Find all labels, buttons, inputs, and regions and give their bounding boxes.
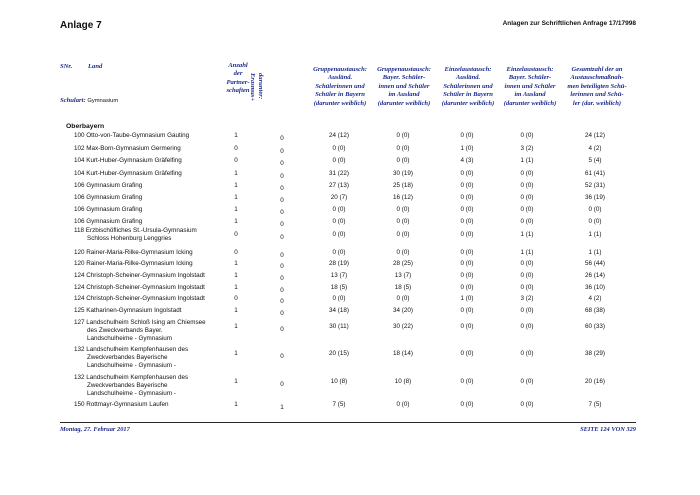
- value-cell-f: 0 (0): [520, 350, 534, 357]
- col-header-einzelaustausch-bayerisch-line: Bayer. Schüler-: [508, 74, 552, 82]
- col-header-gruppenaustausch-auslaendisch: [306, 66, 374, 108]
- value-cell-f: 1 (1): [520, 231, 534, 238]
- value-cell-g: 24 (12): [585, 132, 605, 139]
- value-cell-a: 1: [234, 272, 238, 279]
- page-header-left: Anlage 7: [60, 20, 102, 31]
- value-cell-c: 0 (0): [332, 157, 346, 164]
- value-cell-g: 38 (29): [585, 350, 605, 357]
- value-cell-d: 30 (19): [393, 170, 413, 177]
- footer-divider: [60, 422, 636, 423]
- col-header-darunter-erasmus-line: darunter:: [257, 73, 264, 100]
- school-name-line: 106 Gymnasium Grafing: [74, 194, 143, 201]
- value-cell-c: 0 (0): [332, 206, 346, 213]
- value-cell-c: 0 (0): [332, 231, 346, 238]
- value-cell-a: 1: [234, 284, 238, 291]
- value-cell-d: 0 (0): [396, 231, 410, 238]
- value-cell-a: 1: [234, 182, 238, 189]
- value-cell-g: 4 (2): [588, 295, 602, 302]
- school-name-line: Zweckverbandes Bayerische: [87, 382, 168, 389]
- school-name-cell: [74, 227, 234, 243]
- school-name-cell: [74, 319, 234, 343]
- col-header-einzelaustausch-auslaendisch-line: (darunter weiblich): [441, 99, 495, 107]
- footer-page-number: SEITE 124 VON 329: [580, 426, 636, 433]
- value-cell-f: 3 (2): [520, 145, 534, 152]
- value-cell-b: 0: [280, 381, 284, 388]
- value-cell-c: 10 (8): [330, 378, 348, 385]
- school-name-cell: [74, 295, 234, 303]
- value-cell-d: 28 (25): [393, 260, 413, 267]
- value-cell-e: 0 (0): [460, 350, 474, 357]
- col-header-einzelaustausch-bayerisch: [496, 66, 564, 108]
- value-cell-g: 0 (0): [588, 206, 602, 213]
- value-cell-a: 1: [234, 194, 238, 201]
- value-cell-c: 20 (15): [329, 350, 349, 357]
- school-name-line: 118 Erzbischöfliches St.-Ursula-Gymnasium: [74, 227, 197, 234]
- value-cell-a: 1: [234, 350, 238, 357]
- value-cell-c: 18 (5): [330, 284, 348, 291]
- value-cell-f: 1 (1): [520, 249, 534, 256]
- value-cell-e: 0 (0): [460, 401, 474, 408]
- value-cell-a: 1: [234, 206, 238, 213]
- value-cell-b: 0: [280, 135, 284, 142]
- school-name-line: 106 Gymnasium Grafing: [74, 182, 143, 189]
- value-cell-a: 0: [234, 231, 238, 238]
- school-name-cell: [74, 401, 234, 409]
- school-name-line: 120 Rainer-Maria-Rilke-Gymnasium Icking: [74, 260, 193, 267]
- value-cell-b: 1: [280, 404, 284, 411]
- value-cell-d: 30 (22): [393, 323, 413, 330]
- school-name-cell: [74, 272, 234, 280]
- col-header-darunter-erasmus-line: Erasmus+: [249, 73, 257, 101]
- school-name-line: 106 Gymnasium Grafing: [74, 206, 143, 213]
- schulart-label: Schulart:: [60, 97, 86, 104]
- value-cell-g: 68 (38): [585, 307, 605, 314]
- value-cell-b: 0: [280, 287, 284, 294]
- value-cell-e: 0 (0): [460, 194, 474, 201]
- value-cell-c: 0 (0): [332, 249, 346, 256]
- value-cell-b: 0: [280, 310, 284, 317]
- school-name-cell: [74, 182, 234, 190]
- value-cell-g: 52 (31): [585, 182, 605, 189]
- value-cell-d: 0 (0): [396, 132, 410, 139]
- school-name-cell: [74, 260, 234, 268]
- value-cell-d: 18 (14): [393, 350, 413, 357]
- school-name-line: 125 Katharinen-Gymnasium Ingolstadt: [74, 307, 182, 314]
- value-cell-g: 1 (1): [588, 249, 602, 256]
- value-cell-f: 0 (0): [520, 170, 534, 177]
- col-header-snr: SNr.: [60, 63, 73, 70]
- value-cell-f: 0 (0): [520, 260, 534, 267]
- col-header-gruppenaustausch-bayerisch: [370, 66, 438, 108]
- col-header-gruppenaustausch-bayerisch-line: im Ausland: [388, 91, 420, 99]
- col-header-einzelaustausch-auslaendisch-line: Schülerinnen und: [443, 82, 493, 90]
- value-cell-c: 0 (0): [332, 295, 346, 302]
- value-cell-f: 0 (0): [520, 284, 534, 291]
- value-cell-e: 0 (0): [460, 182, 474, 189]
- value-cell-g: 0 (0): [588, 218, 602, 225]
- value-cell-c: 7 (5): [332, 401, 346, 408]
- value-cell-b: 0: [280, 185, 284, 192]
- value-cell-d: 0 (0): [396, 249, 410, 256]
- value-cell-b: 0: [280, 160, 284, 167]
- value-cell-f: 0 (0): [520, 378, 534, 385]
- school-name-cell: [74, 206, 234, 214]
- value-cell-b: 0: [280, 252, 284, 259]
- value-cell-g: 7 (5): [588, 401, 602, 408]
- school-name-line: 104 Kurt-Huber-Gymnasium Gräfelfing: [74, 157, 182, 164]
- school-name-cell: [74, 194, 234, 202]
- value-cell-a: 1: [234, 307, 238, 314]
- col-header-gruppenaustausch-auslaendisch-line: Ausländ.: [327, 74, 353, 82]
- value-cell-a: 0: [234, 145, 238, 152]
- col-header-anzahl-line: der: [233, 70, 243, 78]
- value-cell-c: 20 (7): [330, 194, 348, 201]
- value-cell-a: 0: [234, 157, 238, 164]
- col-header-gesamtzahl-line: lerinnen und Schü-: [570, 91, 624, 99]
- school-name-line: 100 Otto-von-Taube-Gymnasium Gauting: [74, 132, 190, 139]
- col-header-gruppenaustausch-bayerisch-line: (darunter weiblich): [377, 99, 431, 107]
- col-header-einzelaustausch-auslaendisch: [434, 66, 502, 108]
- col-header-einzelaustausch-auslaendisch-line: Ausländ.: [455, 74, 481, 82]
- value-cell-a: 1: [234, 401, 238, 408]
- value-cell-a: 1: [234, 170, 238, 177]
- value-cell-e: 0 (0): [460, 323, 474, 330]
- value-cell-f: 0 (0): [520, 218, 534, 225]
- value-cell-a: 1: [234, 323, 238, 330]
- school-name-line: 104 Kurt-Huber-Gymnasium Gräfelfing: [74, 170, 182, 177]
- col-header-anzahl-line: Partner-: [226, 78, 250, 86]
- value-cell-e: 0 (0): [460, 132, 474, 139]
- value-cell-e: 4 (3): [460, 157, 474, 164]
- school-name-cell: [74, 157, 234, 165]
- value-cell-g: 5 (4): [588, 157, 602, 164]
- col-header-einzelaustausch-auslaendisch-line: Einzelaustausch:: [444, 66, 492, 73]
- school-name-line: Landschulheime - Gymnasium: [87, 335, 173, 342]
- value-cell-f: 0 (0): [520, 272, 534, 279]
- value-cell-g: 56 (44): [585, 260, 605, 267]
- value-cell-e: 0 (0): [460, 307, 474, 314]
- col-header-gesamtzahl-line: ler (dar. weiblich): [572, 99, 622, 107]
- col-header-anzahl-line: schaften: [226, 87, 250, 95]
- col-header-darunter-erasmus: [249, 73, 264, 113]
- col-header-gesamtzahl: [562, 66, 632, 108]
- value-cell-d: 0 (0): [396, 145, 410, 152]
- school-name-cell: [74, 346, 234, 370]
- value-cell-e: 0 (0): [460, 206, 474, 213]
- page-header-right: Anlagen zur Schriftlichen Anfrage 17/17998: [502, 20, 636, 27]
- school-name-cell: [74, 170, 234, 178]
- value-cell-c: 31 (22): [329, 170, 349, 177]
- school-name-line: 127 Landschulheim Schloß Ising am Chiemsee: [74, 319, 206, 326]
- school-name-line: 132 Landschulheim Kempfenhausen des: [74, 374, 189, 381]
- school-name-line: 124 Christoph-Scheiner-Gymnasium Ingolstadt: [74, 284, 205, 291]
- col-header-gruppenaustausch-auslaendisch-line: Gruppenaustausch:: [313, 66, 367, 73]
- value-cell-c: 28 (19): [329, 260, 349, 267]
- value-cell-d: 10 (8): [394, 378, 412, 385]
- value-cell-b: 0: [280, 326, 284, 333]
- value-cell-a: 1: [234, 132, 238, 139]
- value-cell-g: 26 (14): [585, 272, 605, 279]
- value-cell-e: 0 (0): [460, 218, 474, 225]
- school-name-cell: [74, 249, 234, 257]
- school-name-line: 150 Rottmayr-Gymnasium Laufen: [74, 401, 169, 408]
- col-header-gruppenaustausch-auslaendisch-line: (darunter weiblich): [313, 99, 367, 107]
- value-cell-b: 0: [280, 263, 284, 270]
- value-cell-e: 0 (0): [460, 284, 474, 291]
- value-cell-f: 0 (0): [520, 206, 534, 213]
- value-cell-b: 0: [280, 275, 284, 282]
- value-cell-c: 30 (11): [329, 323, 349, 330]
- col-header-land: Land: [88, 63, 103, 70]
- value-cell-e: 0 (0): [460, 378, 474, 385]
- value-cell-d: 18 (5): [394, 284, 412, 291]
- school-name-line: 120 Rainer-Maria-Rilke-Gymnasium Icking: [74, 249, 193, 256]
- col-header-gruppenaustausch-bayerisch-line: innen und Schüler: [378, 82, 430, 90]
- value-cell-g: 20 (16): [585, 378, 605, 385]
- col-header-einzelaustausch-bayerisch-line: Einzelaustausch:: [506, 66, 554, 73]
- value-cell-f: 0 (0): [520, 307, 534, 314]
- value-cell-d: 16 (12): [393, 194, 413, 201]
- col-header-gruppenaustausch-auslaendisch-line: Schülerinnen und: [315, 82, 365, 90]
- value-cell-e: 0 (0): [460, 272, 474, 279]
- value-cell-a: 1: [234, 260, 238, 267]
- value-cell-b: 0: [280, 173, 284, 180]
- value-cell-e: 0 (0): [460, 260, 474, 267]
- school-name-line: 124 Christoph-Scheiner-Gymnasium Ingolstadt: [74, 295, 205, 302]
- school-name-cell: [74, 145, 234, 153]
- value-cell-e: 1 (0): [460, 295, 474, 302]
- school-name-line: 106 Gymnasium Grafing: [74, 218, 143, 225]
- col-header-anzahl-line: Anzahl: [228, 62, 248, 69]
- value-cell-a: 0: [234, 295, 238, 302]
- school-name-line: 132 Landschulheim Kempfenhausen des: [74, 346, 189, 353]
- col-header-einzelaustausch-bayerisch-line: innen und Schüler: [504, 82, 556, 90]
- value-cell-g: 4 (2): [588, 145, 602, 152]
- col-header-einzelaustausch-auslaendisch-line: Schüler in Bayern: [443, 91, 493, 99]
- col-header-einzelaustausch-bayerisch-line: (darunter weiblich): [503, 99, 557, 107]
- col-header-gruppenaustausch-bayerisch-line: Gruppenaustausch:: [377, 66, 431, 73]
- value-cell-g: 36 (19): [585, 194, 605, 201]
- school-name-line: Schloss Hohenburg Lenggries: [87, 235, 172, 242]
- footer-date: Montag, 27. Februar 2017: [60, 426, 130, 433]
- school-name-cell: [74, 218, 234, 226]
- value-cell-b: 0: [280, 197, 284, 204]
- value-cell-e: 0 (0): [460, 249, 474, 256]
- value-cell-e: 0 (0): [460, 231, 474, 238]
- value-cell-f: 0 (0): [520, 323, 534, 330]
- col-header-gesamtzahl-line: Gesamtzahl der an: [571, 66, 623, 73]
- col-header-einzelaustausch-bayerisch-line: im Ausland: [514, 91, 546, 99]
- value-cell-f: 1 (1): [520, 157, 534, 164]
- col-header-gesamtzahl-line: men beteiligten Schü-: [567, 82, 627, 90]
- value-cell-f: 3 (2): [520, 295, 534, 302]
- school-name-line: Zweckverbandes Bayerische: [87, 354, 168, 361]
- value-cell-f: 0 (0): [520, 194, 534, 201]
- schulart-value: Gymnasium: [87, 98, 119, 104]
- value-cell-e: 0 (0): [460, 170, 474, 177]
- value-cell-a: 1: [234, 378, 238, 385]
- value-cell-g: 61 (41): [585, 170, 605, 177]
- value-cell-g: 60 (33): [585, 323, 605, 330]
- school-name-line: Landschulheime - Gymnasium -: [87, 362, 176, 369]
- school-name-line: des Zweckverbands Bayer.: [87, 327, 163, 334]
- value-cell-d: 25 (18): [393, 182, 413, 189]
- value-cell-a: 1: [234, 218, 238, 225]
- value-cell-c: 34 (18): [329, 307, 349, 314]
- value-cell-c: 0 (0): [332, 218, 346, 225]
- value-cell-b: 0: [280, 209, 284, 216]
- value-cell-d: 0 (0): [396, 401, 410, 408]
- value-cell-d: 0 (0): [396, 157, 410, 164]
- value-cell-a: 0: [234, 249, 238, 256]
- value-cell-b: 0: [280, 353, 284, 360]
- col-header-gesamtzahl-line: Austauschmaßnah-: [570, 74, 624, 82]
- value-cell-f: 0 (0): [520, 182, 534, 189]
- school-name-line: 124 Christoph-Scheiner-Gymnasium Ingolstadt: [74, 272, 205, 279]
- section-heading-oberbayern: Oberbayern: [66, 123, 105, 130]
- value-cell-g: 36 (10): [585, 284, 605, 291]
- school-name-line: Landschulheime - Gymnasium -: [87, 390, 176, 397]
- value-cell-b: 0: [280, 221, 284, 228]
- school-name-cell: [74, 307, 234, 315]
- school-name-cell: [74, 284, 234, 292]
- value-cell-d: 0 (0): [396, 295, 410, 302]
- value-cell-b: 0: [280, 148, 284, 155]
- col-header-gruppenaustausch-bayerisch-line: Bayer. Schüler-: [382, 74, 426, 82]
- value-cell-d: 34 (20): [393, 307, 413, 314]
- value-cell-d: 0 (0): [396, 206, 410, 213]
- value-cell-c: 24 (12): [329, 132, 349, 139]
- value-cell-c: 0 (0): [332, 145, 346, 152]
- value-cell-f: 0 (0): [520, 132, 534, 139]
- value-cell-c: 27 (13): [329, 182, 349, 189]
- value-cell-d: 0 (0): [396, 218, 410, 225]
- col-header-schulart: [60, 97, 118, 105]
- col-header-gruppenaustausch-auslaendisch-line: Schüler in Bayern: [315, 91, 365, 99]
- value-cell-d: 13 (7): [394, 272, 412, 279]
- value-cell-b: 0: [280, 298, 284, 305]
- value-cell-c: 13 (7): [330, 272, 348, 279]
- value-cell-b: 0: [280, 234, 284, 241]
- school-name-line: 102 Max-Born-Gymnasium Germering: [74, 145, 181, 152]
- school-name-cell: [74, 132, 234, 140]
- value-cell-f: 0 (0): [520, 401, 534, 408]
- school-name-cell: [74, 374, 234, 398]
- value-cell-g: 1 (1): [588, 231, 602, 238]
- value-cell-e: 1 (0): [460, 145, 474, 152]
